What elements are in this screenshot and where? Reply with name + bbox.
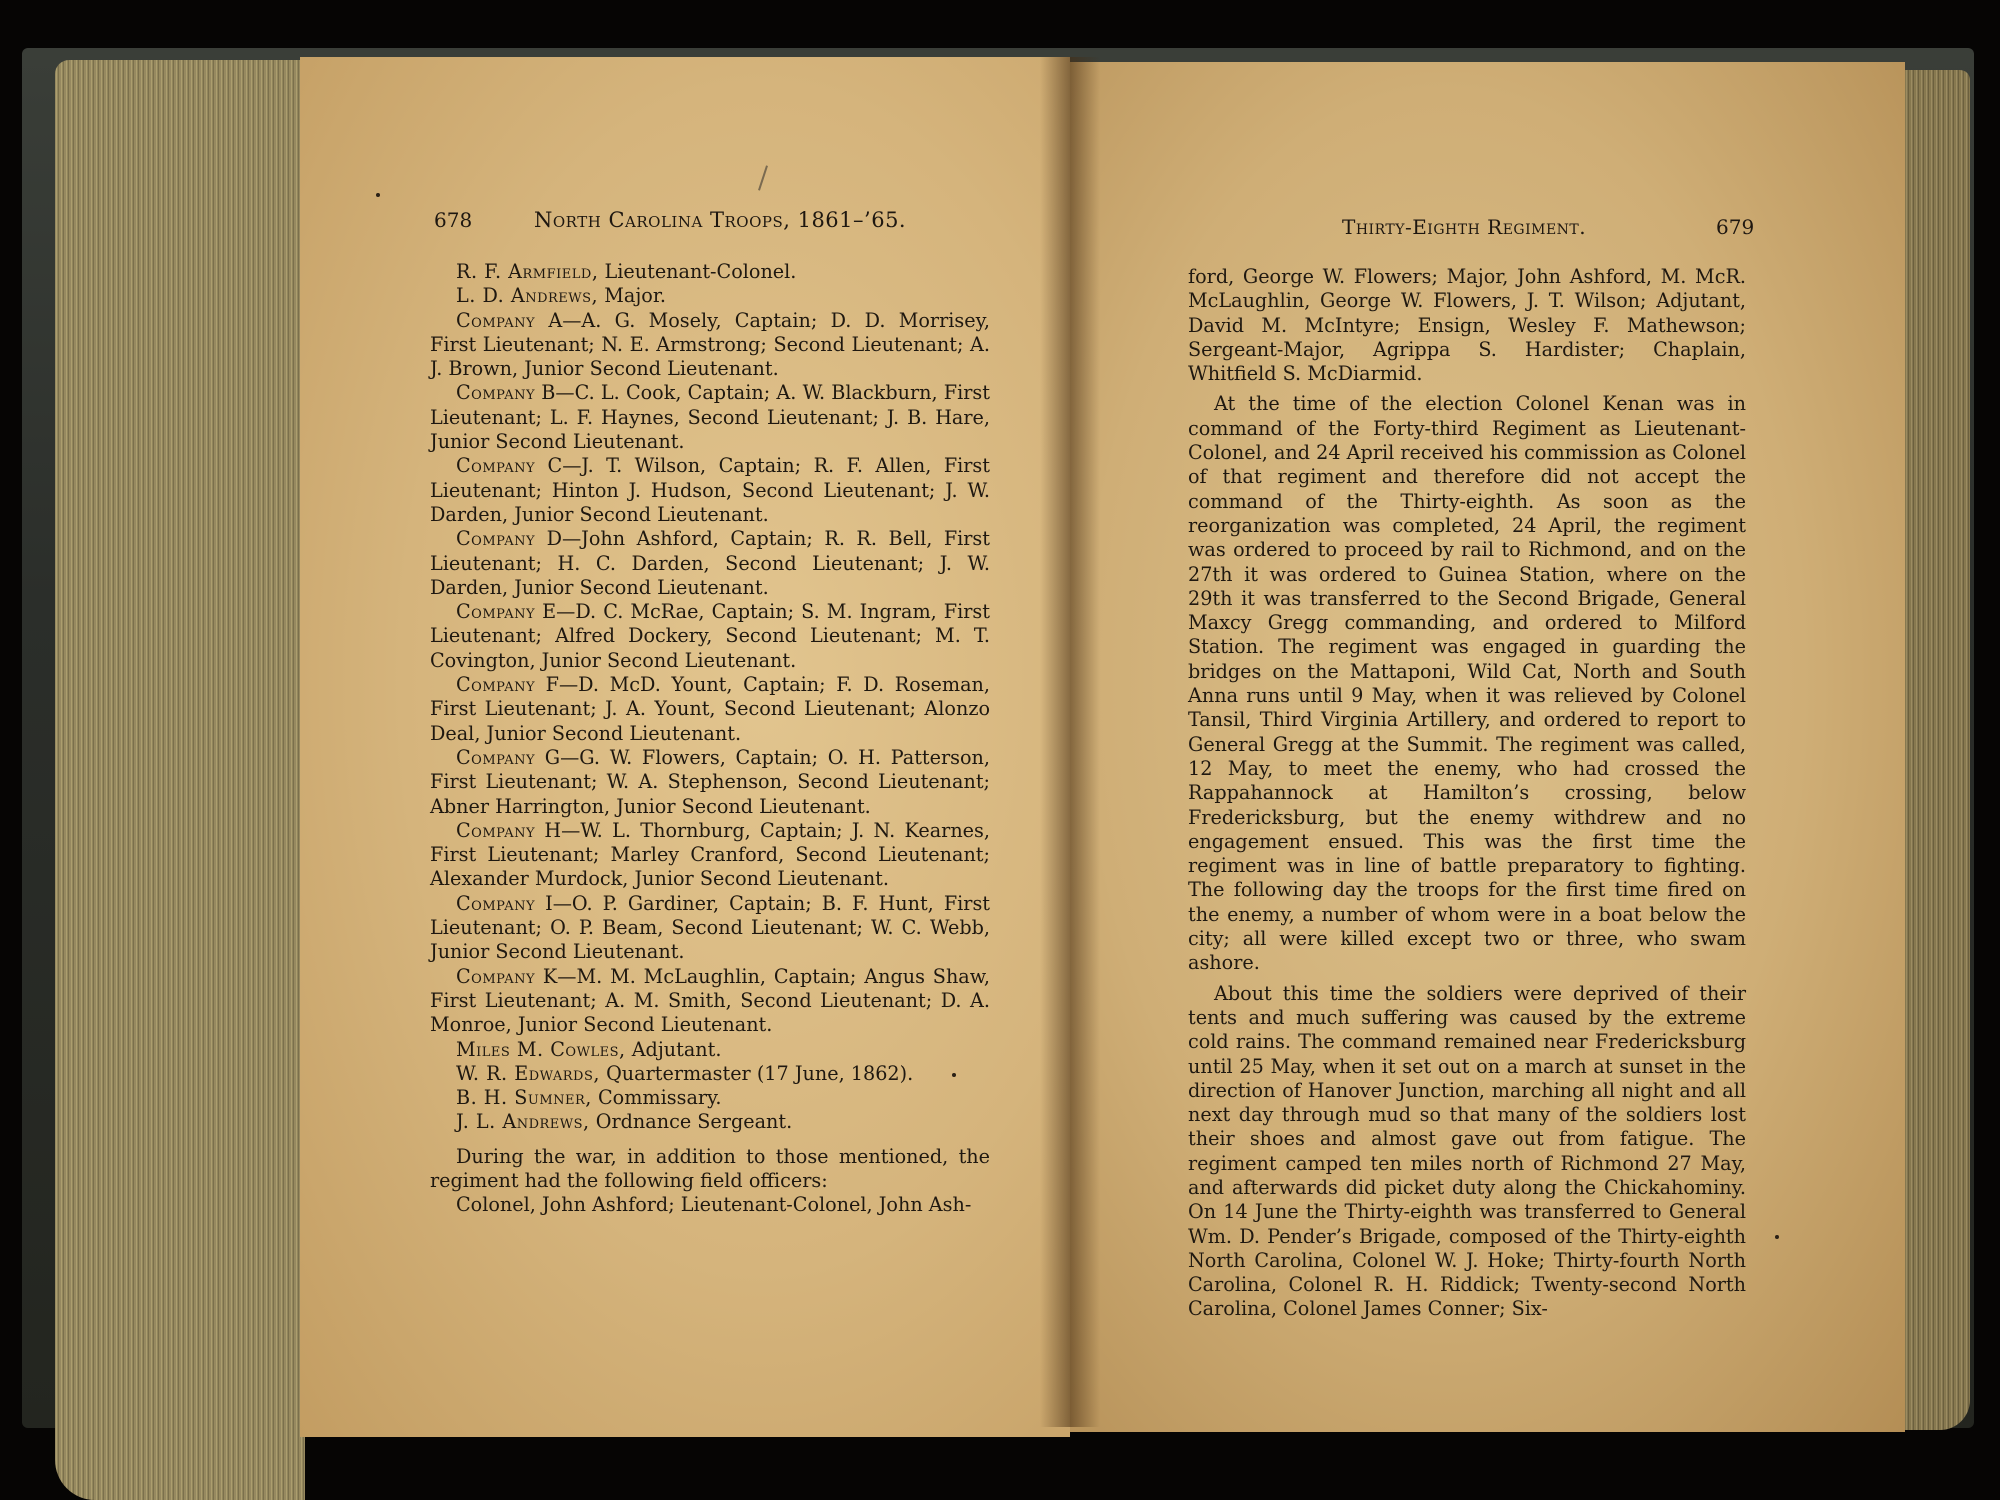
company-entry bbox=[430, 892, 990, 965]
company-entry bbox=[430, 309, 990, 382]
company-text: H—W. L. Thornburg, Captain; J. N. Kearnes, First Lieutenant; Marley Cranford, Second Lieutenant; Alexander Murdock, Junior Second Lieutenant. bbox=[430, 818, 990, 891]
officer-name: R. F. Armfield, bbox=[456, 260, 599, 283]
staff-line bbox=[430, 1110, 990, 1134]
closing-line: Colonel, John Ashford; Lieutenant-Colonel, John Ash- bbox=[456, 1193, 972, 1217]
staff-title: Ordnance Sergeant. bbox=[589, 1110, 793, 1134]
staff-title: Quartermaster (17 June, 1862). bbox=[599, 1061, 914, 1085]
company-text: B—C. L. Cook, Captain; A. W. Blackburn, First Lieutenant; L. F. Haynes, Second Lieutenant; J. B. Hare, Junior Second Lieutenant. bbox=[430, 381, 990, 454]
staff-title: Commissary. bbox=[591, 1086, 722, 1110]
company-entry bbox=[430, 527, 990, 600]
ink-speck bbox=[376, 193, 380, 197]
paragraph-2: At the time of the election Colonel Kenan was in command of the Forty-third Regiment as Lieutenant-Colonel, and 24 April received his commission as Colonel of that regiment and therefore did not accept the command of the Thirty-eighth. As soon as the reorganization was completed, 24 April, the regiment was ordered to proceed by rail to Richmond, and on the 27th it was ordered to Guinea Station, where on the 29th it was transferred to the Second Brigade, General Maxcy Gregg commanding, and ordered to Milford Station. The regiment was engaged in guarding the bridges on the Mattaponi, Wild Cat, North and South Anna runs until 9 May, when it was relieved by Colonel Tansil, Third Virginia Artillery, and ordered to report to General Gregg at the Summit. The regiment was called, 12 May, to meet the enemy, who had crossed the Rappahannock at Hamilton’s crossing, below Fredericksburg, but the enemy withdrew and no engagement ensued. This was the first time the regiment was in line of battle preparatory to fighting. The following day the troops for the first time fired on the enemy, a number of whom were in a boat below the city; all were killed except two or three, who swam ashore. bbox=[1188, 392, 1746, 975]
right-page-number: 679 bbox=[1716, 215, 1755, 239]
left-page-text bbox=[430, 260, 990, 1218]
right-running-head: Thirty-Eighth Regiment. bbox=[1342, 215, 1587, 239]
staff-name: J. L. Andrews, bbox=[456, 1110, 590, 1134]
company-entry bbox=[430, 965, 990, 1038]
company-label: Company bbox=[456, 308, 536, 332]
staff-name: Miles M. Cowles, bbox=[456, 1037, 626, 1061]
company-label: Company bbox=[456, 454, 536, 478]
staff-line bbox=[430, 1062, 990, 1086]
company-entry bbox=[430, 746, 990, 819]
page-edges-left bbox=[55, 60, 305, 1500]
right-page-text bbox=[1188, 265, 1746, 1322]
paragraph-3: About this time the soldiers were deprived of their tents and much suffering was caused by the extreme cold rains. The command remained near Fredericksburg until 25 May, when it set out on a march at sunset in the direction of Hanover Junction, marching all night and all next day through mud so that many of the soldiers lost their shoes and almost gave out from fatigue. The regiment camped ten miles north of Richmond 27 May, and afterwards did picket duty along the Chickahominy. On 14 June the Thirty-eighth was transferred to General Wm. D. Pender’s Brigade, composed of the Thirty-eighth North Carolina, Colonel W. J. Hoke; Thirty-fourth North Carolina, Colonel R. H. Riddick; Twenty-second North Carolina, Colonel James Conner; Six- bbox=[1188, 981, 1746, 1321]
staff-title: Adjutant. bbox=[625, 1037, 722, 1061]
company-text: F—D. McD. Yount, Captain; F. D. Roseman, First Lieutenant; J. A. Yount, Second Lieutenant; Alonzo Deal, Junior Second Lieutenant. bbox=[430, 673, 990, 745]
officer-title: Lieutenant-Colonel. bbox=[598, 260, 797, 283]
book-gutter bbox=[1040, 57, 1100, 1427]
company-label: Company bbox=[456, 818, 536, 842]
left-page-number: 678 bbox=[434, 208, 473, 232]
company-entry bbox=[430, 600, 990, 673]
company-entry bbox=[430, 819, 990, 892]
company-label: Company bbox=[456, 673, 536, 697]
company-entry bbox=[430, 673, 990, 746]
company-label: Company bbox=[456, 600, 536, 624]
company-text: C—J. T. Wilson, Captain; R. F. Allen, First Lieutenant; Hinton J. Hudson, Second Lieutenant; J. W. Darden, Junior Second Lieutenant. bbox=[430, 454, 990, 526]
company-text: G—G. W. Flowers, Captain; O. H. Patterson, First Lieutenant; W. A. Stephenson, Second Lieutenant; Abner Harrington, Junior Second Lieutenant. bbox=[430, 745, 990, 818]
staff-line bbox=[430, 1038, 990, 1062]
company-label: Company bbox=[456, 381, 536, 405]
company-entry bbox=[430, 454, 990, 527]
company-label: Company bbox=[456, 891, 536, 915]
staff-line bbox=[430, 1086, 990, 1110]
officer-title: Major. bbox=[598, 284, 666, 308]
company-label: Company bbox=[456, 745, 536, 769]
closing-paragraph: During the war, in addition to those mentioned, the regiment had the following field officers: bbox=[430, 1144, 990, 1192]
staff-name: W. R. Edwards, bbox=[456, 1061, 600, 1085]
officer-name: L. D. Andrews, bbox=[456, 284, 599, 308]
company-label: Company bbox=[456, 527, 536, 551]
officer-line bbox=[430, 284, 990, 308]
company-text: D—John Ashford, Captain; R. R. Bell, First Lieutenant; H. C. Darden, Second Lieutenant; J. W. Darden, Junior Second Lieutenant. bbox=[430, 527, 990, 599]
company-entry bbox=[430, 381, 990, 454]
company-text: E—D. C. McRae, Captain; S. M. Ingram, First Lieutenant; Alfred Dockery, Second Lieutenant; M. T. Covington, Junior Second Lieutenant. bbox=[430, 600, 990, 672]
paragraph-1: ford, George W. Flowers; Major, John Ashford, M. McR. McLaughlin, George W. Flowers, J. T. Wilson; Adjutant, David M. McIntyre; Ensign, Wesley F. Mathewson; Sergeant-Major, Agrippa S. Hardister; Chaplain, Whitfield S. McDiarmid. bbox=[1188, 265, 1746, 386]
ink-speck bbox=[1775, 1235, 1779, 1239]
officer-line bbox=[430, 260, 990, 284]
staff-name: B. H. Sumner, bbox=[456, 1086, 592, 1110]
company-text: I—O. P. Gardiner, Captain; B. F. Hunt, First Lieutenant; O. P. Beam, Second Lieutenant; W. C. Webb, Junior Second Lieutenant. bbox=[430, 891, 990, 964]
company-text: A—A. G. Mosely, Captain; D. D. Morrisey, First Lieutenant; N. E. Armstrong; Second Lieutenant; A. J. Brown, Junior Second Lieutenant. bbox=[430, 308, 990, 381]
company-label: Company bbox=[456, 964, 536, 988]
left-running-head: North Carolina Troops, 1861–’65. bbox=[534, 208, 907, 232]
company-text: K—M. M. McLaughlin, Captain; Angus Shaw, First Lieutenant; A. M. Smith, Second Lieutenant; D. A. Monroe, Junior Second Lieutenant. bbox=[430, 964, 990, 1037]
